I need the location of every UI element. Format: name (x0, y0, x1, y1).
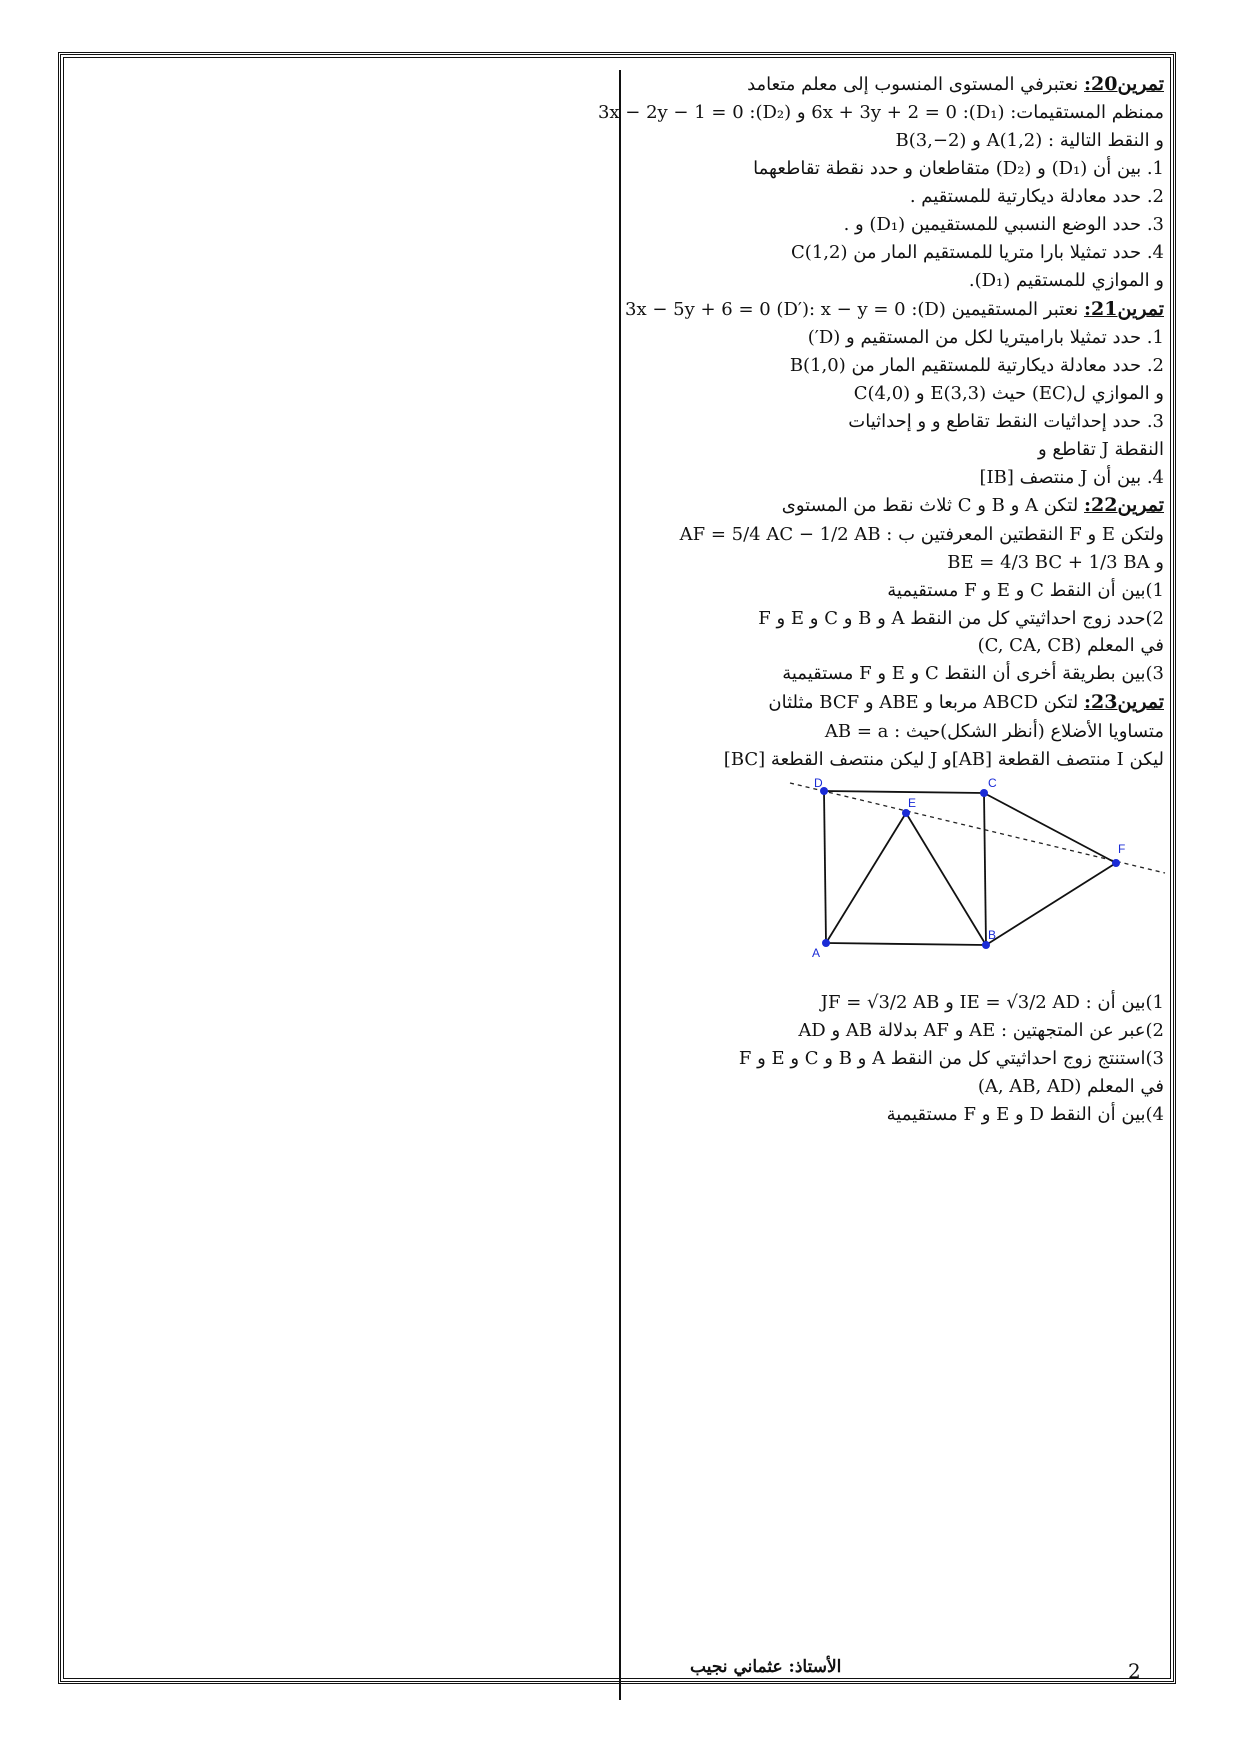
ex22-vector-af: ولتكن E و F النقطتين المعرفتين ب : AF = 5/4 AC − 1/2 AB (679, 523, 1164, 545)
ex20-intro: نعتبرفي المستوى المنسوب إلى معلم متعامد (747, 74, 1079, 95)
segment-cf (984, 793, 1116, 863)
segment-ab (826, 943, 986, 945)
ex23-question-3: 3)استنتج زوج احداثيتي كل من النقط A و B و C و E و F (738, 1048, 1164, 1070)
ex22-question-2b: في المعلم (C, CA, CB) (977, 635, 1164, 657)
ex20-question-4: 4. حدد تمثيلا بارا متريا للمستقيم المار من C(1,2) (791, 241, 1164, 263)
label-a: A (812, 946, 821, 961)
point-c (980, 789, 988, 797)
segment-da (824, 791, 826, 943)
ex21-question-2: 2. حدد معادلة ديكارتية للمستقيم المار من B(1,0) (789, 355, 1164, 376)
point-a (822, 939, 830, 947)
label-d: D (814, 776, 823, 791)
point-b (982, 941, 990, 949)
ex20-points: و النقط التالية : A(1,2) و B(3,−2) (895, 130, 1164, 152)
ex21-question-4: 4. بين أن J منتصف [IB] (979, 466, 1164, 488)
ex22-heading (640, 491, 1164, 520)
label-f: F (1118, 842, 1126, 857)
label-c: C (988, 776, 997, 791)
figure-svg (790, 776, 1170, 981)
ex23-question-2: 2)عبر عن المتجهتين : AE و AF بدلالة AB و AD (798, 1020, 1164, 1042)
ex20-question-4b: و الموازي للمستقيم (D₁). (968, 269, 1164, 291)
ex21-title: تمرين21: (1084, 297, 1164, 320)
segment-ae (826, 813, 906, 943)
ex23-question-3b: في المعلم (A, AB, AD) (977, 1076, 1164, 1098)
ex23-question-1: 1)بين أن : IE = √3/2 AD و JF = √3/2 AB (820, 992, 1164, 1014)
ex20-lines-def: ممنظم المستقيمات: (D₁): 6x + 3y + 2 = 0 و (D₂): 3x − 2y − 1 = 0 (597, 102, 1164, 124)
ex20-question-2: 2. حدد معادلة ديكارتية للمستقيم . (909, 186, 1164, 208)
label-b: B (988, 928, 997, 943)
author-name: الأستاذ: عثماني نجيب (690, 1657, 842, 1677)
ex20-heading (640, 70, 1164, 99)
exercise-column (597, 70, 1170, 1610)
ex22-question-2: 2)حدد زوج احداثيتي كل من النقط A و B و C و E و F (758, 607, 1164, 629)
segment-dc (824, 791, 984, 793)
ex20-title: تمرين20: (1084, 73, 1164, 95)
segment-cb (984, 793, 986, 945)
ex23-heading (640, 688, 1164, 717)
ex21-question-2b: و الموازي ل(EC) حيث E(3,3) و C(4,0) (853, 382, 1164, 404)
ex23-line-2: متساويا الأضلاع (أنظر الشكل)حيث : AB = a (824, 720, 1164, 742)
ex23-question-4: 4)بين أن النقط D و E و F مستقيمية (886, 1104, 1164, 1126)
segment-bf (986, 863, 1116, 945)
segment-eb (906, 813, 986, 945)
ex20-question-3: 3. حدد الوضع النسبي للمستقيمين (D₁) و . (843, 214, 1164, 235)
ex22-question-3: 3)بين بطريقة أخرى أن النقط C و E و F مستقيمية (782, 663, 1164, 685)
ex22-question-1: 1)بين أن النقط C و E و F مستقيمية (887, 579, 1164, 601)
ex23-title: تمرين23: (1084, 691, 1164, 714)
ex21-question-1: 1. حدد تمثيلا باراميتريا لكل من المستقيم و (D′) (807, 327, 1164, 349)
ex22-vector-be: و BE = 4/3 BC + 1/3 BA (947, 551, 1164, 573)
ex21-heading (625, 295, 1164, 324)
label-e: E (908, 796, 917, 811)
ex21-question-3b: النقطة J تقاطع و (1037, 438, 1164, 460)
ex21-intro: نعتبر المستقيمين (D): 3x − 5y + 6 = 0 (D′): x − y = 0 (625, 298, 1079, 320)
ex21-question-3: 3. حدد إحداثيات النقط تقاطع و و إحداثيات (848, 410, 1164, 432)
geometry-figure (640, 776, 1170, 981)
ex20-question-1: 1. بين أن (D₁) و (D₂) متقاطعان و حدد نقطة تقاطعهما (753, 158, 1164, 180)
ex23-line-3: ليكن I منتصف القطعة [AB]و J ليكن منتصف القطعة [BC] (723, 748, 1164, 770)
column-divider (619, 70, 621, 1700)
ex22-intro: لتكن A و B و C ثلاث نقط من المستوى (781, 495, 1079, 517)
point-f (1112, 859, 1120, 867)
ex23-intro: لتكن ABCD مربعا و ABE و BCF مثلثان (768, 692, 1079, 714)
page-number: 2 (1128, 1659, 1141, 1683)
ex22-title: تمرين22: (1084, 494, 1164, 517)
point-e (902, 809, 910, 817)
